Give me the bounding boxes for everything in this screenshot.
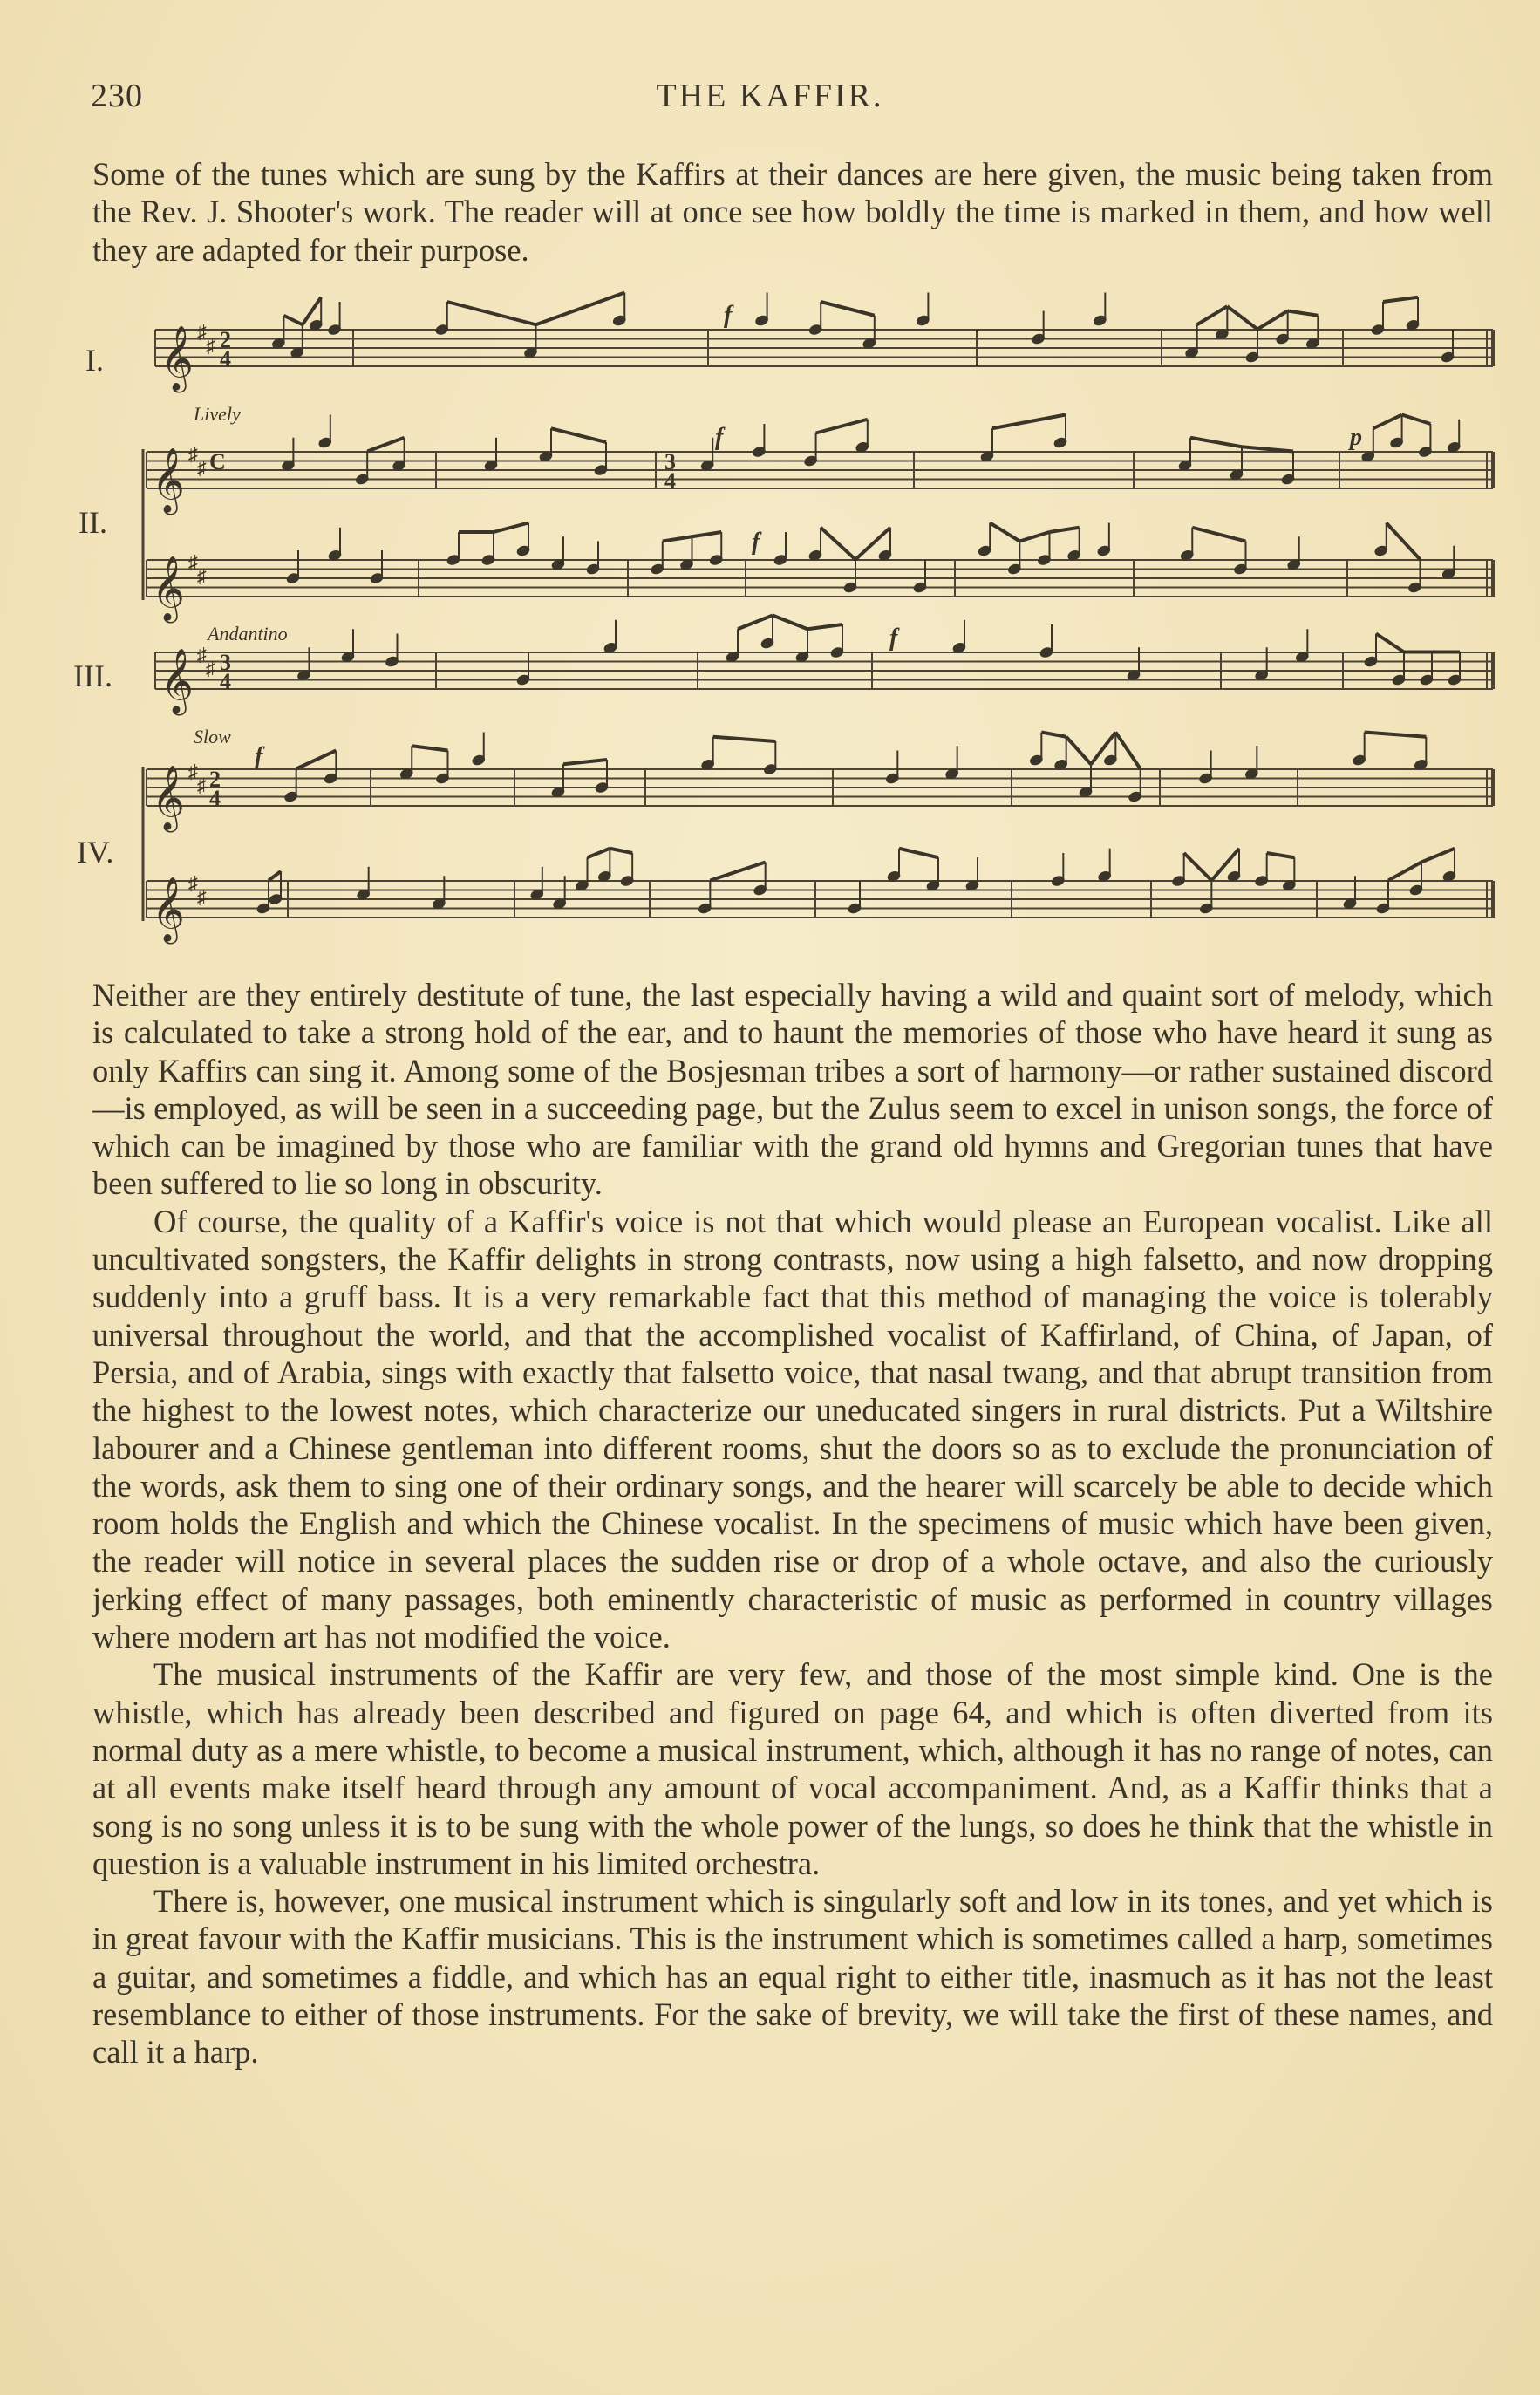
note-beam [713, 737, 776, 741]
dynamic-2b: f [752, 529, 760, 556]
note-beam [821, 302, 875, 316]
treble-clef: 𝄞 [152, 878, 185, 940]
music-staves-svg [0, 288, 1540, 977]
note-beam [1184, 853, 1212, 881]
time-sig-4-bottom: 4 [209, 786, 221, 811]
key-sharp: ♯ [188, 872, 198, 894]
note-beam [1192, 528, 1245, 542]
note-beam [551, 428, 606, 442]
dynamic-2: f [715, 424, 724, 451]
time-sig-2-mid-bottom: 4 [664, 468, 676, 494]
note-beam [1115, 733, 1140, 769]
note-beam [536, 293, 625, 325]
note-beam [283, 316, 302, 325]
time-sig-2-top: C [209, 449, 226, 474]
note-beam [692, 532, 722, 536]
time-sig-1-top: 2 [220, 327, 231, 352]
note-beam [1373, 415, 1402, 429]
note-beam [738, 616, 773, 630]
note-beam [1421, 849, 1455, 863]
key-sharp: ♯ [197, 321, 207, 343]
tune-numeral-3: III. [73, 658, 112, 693]
body-text [92, 976, 1493, 2071]
note-beam [899, 849, 938, 858]
note-beam [610, 849, 632, 853]
music-examples [0, 288, 1540, 977]
tune-numeral-2: II. [78, 505, 107, 540]
note-beam [588, 849, 610, 858]
note-beam [1227, 306, 1257, 329]
note-beam [296, 751, 337, 769]
note-beam [821, 528, 855, 560]
note-beam [1197, 306, 1228, 324]
body-paragraph-1: Neither are they entirely destitute of tune, the last especially having a wild and quaint sort of melody, which is calculated to take a strong hold of the ear, and to haunt the memories of those who have heard it sung as only Kaffirs can sing it. Among some of the Bosjesman tribes a sort of harmony—or rather sustained discord—is employed, as will be seen in a succeeding page, but the Zulus seem to excel in unison songs, the force of which can be imagined by those who are familiar with the grand old hymns and Gregorian tunes that have been suffered to lie so long in obscurity. [92, 977, 1493, 1202]
treble-clef: 𝄞 [152, 767, 185, 829]
note-beam [992, 415, 1066, 429]
tempo-lively: Lively [194, 403, 241, 425]
note-beam [1257, 311, 1288, 330]
time-sig-3-bottom: 4 [220, 669, 231, 694]
key-sharp: ♯ [197, 457, 207, 479]
time-sig-2-mid-top: 3 [664, 449, 676, 474]
time-sig-4-top: 2 [209, 767, 221, 792]
note-beam [1242, 447, 1293, 451]
tune-numeral-1: I. [85, 343, 104, 378]
key-sharp: ♯ [197, 644, 207, 665]
key-sharp: ♯ [197, 886, 207, 908]
dynamic-1: f [724, 302, 733, 329]
note-beam [710, 863, 765, 881]
body-paragraph-2: Of course, the quality of a Kaffir's voice is not that which would please an European vocalist. Like all uncultivated songsters, the Kaffir delights in strong contrasts, now using a high falsetto, and now dropping suddenly into a gruff bass. It is a very remarkable fact that this method of managing the voice is tolerably universal throughout the world, and that the accomplished vocalist of Kaffirland, of China, of Japan, of Persia, and of Arabia, sings with exactly that falsetto voice, that nasal twang, and that abrupt transition from the highest to the lowest notes, which characterize our uneducated singers in rural districts. Put a Wiltshire labourer and a Chinese gentleman into different rooms, shut the doors so as to exclude the pronunciation of the words, ask them to sing one of their ordinary songs, and the hearer will scarcely be able to decide which room holds the English and which the Chinese vocalist. In the specimens of music which have been given, the reader will notice in several places the sudden rise or drop of a whole octave, and also the curiously jerking effect of many passages, both eminently characteristic of music as performed in country villages where modern art has not modified the voice. [92, 1203, 1493, 1655]
intro-paragraph: Some of the tunes which are sung by the Kaffirs at their dances are here given, the music being taken from the Rev. J. Shooter's work. The reader will at once see how boldly the time is marked in them, and how well they are adapted for their purpose. [92, 156, 1493, 268]
key-sharp: ♯ [188, 761, 198, 782]
page-number: 230 [91, 78, 143, 114]
note-beam [1190, 438, 1242, 447]
note-beam [1288, 311, 1319, 316]
time-sig-1-bottom: 4 [220, 346, 231, 372]
key-sharp: ♯ [188, 551, 198, 573]
dynamic-4: f [255, 743, 263, 770]
note-beam [816, 420, 868, 433]
tune-numeral-4: IV. [77, 835, 114, 870]
note-beam [1019, 532, 1049, 542]
key-sharp: ♯ [197, 565, 207, 587]
body-paragraph-4: There is, however, one musical instrument which is singularly soft and low in its tones, and yet which is in great favour with the Kaffir musicians. This is the instrument which is sometimes called a harp, sometimes a guitar, and sometimes a fiddle, and which has an equal right to either title, inasmuch as it has not the least resemblance to either of those instruments. For the sake of brevity, we will take the first of these names, and call it a harp. [92, 1883, 1493, 2071]
tempo-slow: Slow [194, 726, 231, 747]
page-header [0, 77, 1540, 120]
note-beam [1388, 863, 1421, 881]
key-sharp: ♯ [206, 658, 215, 679]
body-paragraph-3: The musical instruments of the Kaffir are very few, and those of the most simple kind. One is the whistle, which has already been described and figured on page 64, and which is often diverted from its normal duty as a mere whistle, to become a musical instrument, which, although it has no range of notes, can at all events make itself heard through any amount of vocal accompaniment. And, as a Kaffir thinks that a song is no song unless it is to be sung with the whole power of the lungs, so does he think that the whistle in question is a valuable instrument in his limited orchestra. [92, 1656, 1493, 1881]
dynamic-2c: p [1350, 424, 1362, 451]
note-beam [447, 302, 536, 324]
note-beam [1387, 523, 1421, 560]
note-beam [1383, 297, 1418, 302]
note-beam [1050, 528, 1080, 532]
note-beam [1041, 733, 1066, 737]
time-sig-3-top: 3 [220, 650, 231, 675]
note-beam [1267, 853, 1295, 857]
running-title: THE KAFFIR. [656, 78, 884, 114]
key-sharp: ♯ [188, 443, 198, 465]
note-beam [1365, 733, 1427, 737]
treble-clef: 𝄞 [152, 449, 185, 511]
note-beam [367, 438, 404, 452]
note-beam [773, 616, 807, 630]
note-beam [807, 624, 842, 629]
key-sharp: ♯ [206, 335, 215, 357]
treble-clef: 𝄞 [152, 557, 185, 619]
dynamic-3: f [889, 624, 898, 652]
note-beam [1402, 415, 1431, 425]
note-beam [663, 536, 692, 541]
note-beam [1066, 737, 1091, 765]
treble-clef: 𝄞 [160, 327, 194, 389]
note-beam [412, 746, 447, 750]
key-sharp: ♯ [197, 774, 207, 796]
note-beam [990, 523, 1019, 542]
note-beam [269, 871, 281, 881]
tempo-andantino: Andantino [208, 623, 288, 645]
treble-clef: 𝄞 [160, 650, 194, 712]
note-beam [494, 523, 528, 533]
note-beam [563, 760, 607, 764]
note-beam [1376, 634, 1404, 652]
